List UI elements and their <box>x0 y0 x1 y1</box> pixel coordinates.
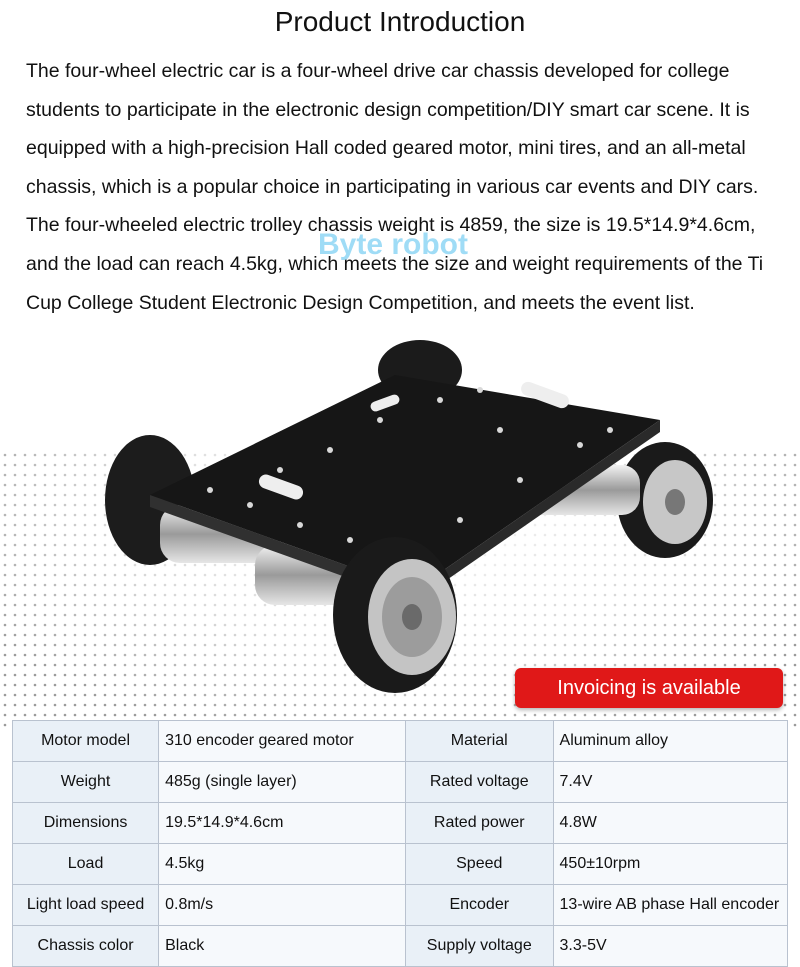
spec-label: Encoder <box>405 885 553 926</box>
spec-label: Weight <box>13 762 159 803</box>
spec-row <box>13 844 788 885</box>
spec-row <box>13 885 788 926</box>
spec-label: Chassis color <box>13 926 159 967</box>
spec-value: 0.8m/s <box>159 885 406 926</box>
spec-value: 19.5*14.9*4.6cm <box>159 803 406 844</box>
page-title: Product Introduction <box>274 6 526 37</box>
watermark: Byte robot <box>318 228 468 261</box>
spec-value: Black <box>159 926 406 967</box>
intro-paragraph: The four-wheel electric car is a four-wheel drive car chassis developed for college students to participate in the electronic design competition/DIY smart car scene. It is equipped with a high-precision Hall coded geared motor, mini tires, and an all-metal chassis, which is a popular choice in participating in various car events and DIY cars. The four-wheeled electric trolley chassis weight is 4859, the size is 19.5*14.9*4.6cm, and the load can reach 4.5kg, which meets the size and weight requirements of the Ti Cup College Student Electronic Design Competition, and meets the event list. <box>26 60 764 314</box>
spec-row <box>13 762 788 803</box>
invoicing-badge: Invoicing is available <box>515 668 783 708</box>
spec-label: Rated voltage <box>405 762 553 803</box>
spec-label: Light load speed <box>13 885 159 926</box>
spec-row <box>13 803 788 844</box>
spec-value: 4.8W <box>553 803 787 844</box>
spec-label: Motor model <box>13 721 159 762</box>
spec-value: Aluminum alloy <box>553 721 787 762</box>
spec-value: 310 encoder geared motor <box>159 721 406 762</box>
front-right-wheel <box>333 537 457 693</box>
spec-value: 7.4V <box>553 762 787 803</box>
spec-value: 3.3-5V <box>553 926 787 967</box>
spec-label: Supply voltage <box>405 926 553 967</box>
spec-row <box>13 926 788 967</box>
spec-value: 485g (single layer) <box>159 762 406 803</box>
spec-label: Load <box>13 844 159 885</box>
spec-row <box>13 721 788 762</box>
spec-label: Speed <box>405 844 553 885</box>
spec-label: Rated power <box>405 803 553 844</box>
spec-table <box>12 720 788 967</box>
spec-value: 4.5kg <box>159 844 406 885</box>
spec-label: Dimensions <box>13 803 159 844</box>
spec-value: 13-wire AB phase Hall encoder <box>553 885 787 926</box>
spec-label: Material <box>405 721 553 762</box>
spec-value: 450±10rpm <box>553 844 787 885</box>
